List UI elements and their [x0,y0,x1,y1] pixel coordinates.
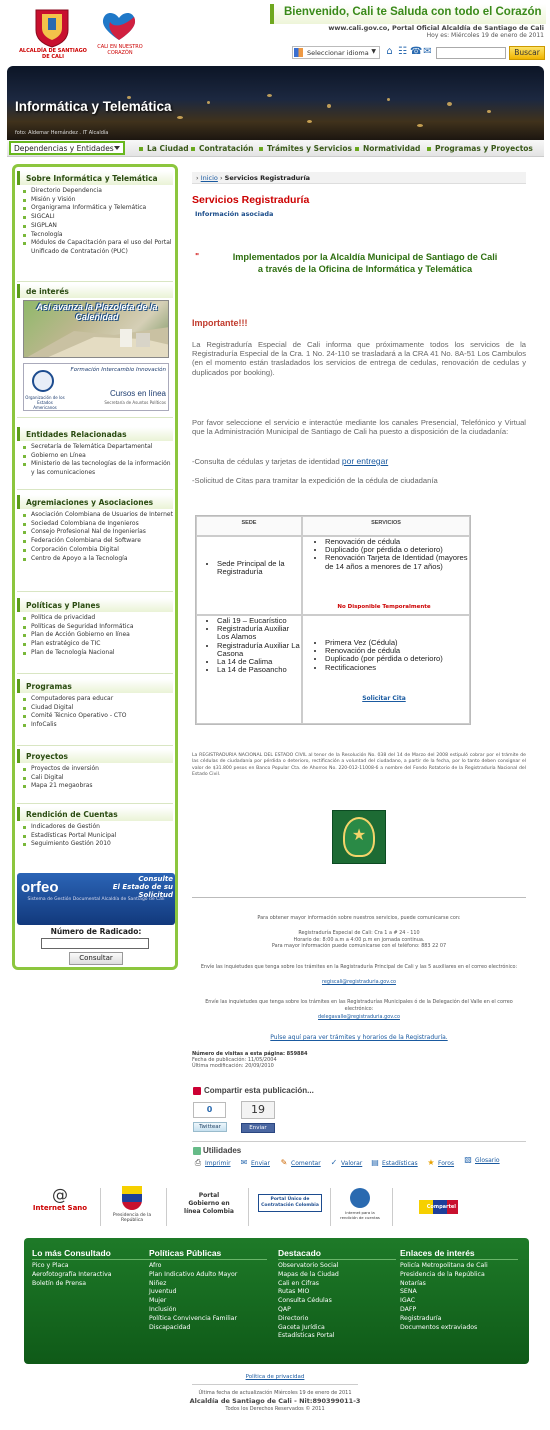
banner-photo [7,66,544,140]
footer-list [278,1262,396,1341]
rendicion-label: Internet para la rendición de cuentas [340,1210,380,1220]
sidebar-item[interactable]: Sociedad Colombiana de Ingenieros [19,520,173,529]
contact-line: Registraduría Especial de Cali: Cra 1 a # 24 - 110 [298,930,420,936]
sidebar-list [17,509,173,563]
sede-list [208,617,300,674]
canales-paragraph: Por favor seleccione el servicio e interactúe mediante los canales Presencial, Telefónico y Virtual que la Administración Municipal de Santiago de Cali ha puesto a disposición de la ciudadanía: [192,418,526,437]
valorar-link[interactable]: Valorar [341,1160,363,1167]
sidebar-item[interactable]: Tecnología [19,231,173,240]
por-entregar-link[interactable]: por entregar [341,456,389,466]
contact-line: Horario de: 8:00 a.m a 4:00 p.m en jornada continua. [293,936,425,943]
footer-link[interactable]: Notarías [400,1279,426,1287]
footer-link[interactable]: IGAC [400,1297,416,1305]
breadcrumb-current: Servicios Registraduría [224,174,311,182]
services-list [316,538,468,571]
footer-col-title: Políticas Públicas [149,1248,267,1260]
divider [17,673,173,674]
sidebar-item[interactable]: Políticas de Seguridad Informática [19,623,173,632]
nav-tramites[interactable]: Trámites y Servicios [259,144,352,153]
sede-item: • La 14 de Pasoancho [217,666,300,674]
city-light [417,124,423,127]
footer-link[interactable]: Estadísticas Portal [278,1332,335,1340]
footer-link[interactable]: Cali en Cifras [278,1279,319,1287]
sidebar-item[interactable]: Indicadores de Gestión [19,823,173,832]
divider [392,1188,393,1226]
footer-link[interactable]: Rutas MIO [278,1288,310,1296]
sidebar-section-interes [17,284,173,298]
footer-col-politicas [149,1248,267,1332]
footer-link[interactable]: QAP [278,1305,291,1313]
footer-links-panel [24,1238,529,1364]
dependencias-select[interactable] [9,141,125,155]
page-title: Servicios Registraduría [192,194,310,206]
sidebar-list [17,763,173,791]
rendicion-cuentas-logo[interactable] [336,1186,384,1228]
oas-cursos-title: Cursos en línea [109,389,166,398]
footer-list [400,1262,518,1332]
importante-label: Importante!!! [192,318,248,328]
orfeo-banner[interactable] [17,873,175,925]
service-item: • Rectificaciones [325,664,468,672]
table-header-sede: SEDE [196,516,302,536]
modification-date: Última modificación: 20/09/2010 [192,1063,274,1069]
facebook-count: 19 [241,1101,275,1119]
gobierno-en-linea-label: Portal Gobierno en línea Colombia [184,1192,234,1215]
plazoleta-photo-illustration [24,325,169,358]
rating-icon: ✓ [330,1158,338,1167]
orfeo-subtitle: Sistema de Gestión Documental Alcaldía de Santiago de Cali [27,897,165,902]
orfeo-logo: orfeo [21,879,59,896]
portal-url: www.cali.gov.co, Portal Oficial Alcaldía de Santiago de Cali [328,24,544,32]
service-item: • Renovación de cédula [325,647,468,655]
stats-icon: ▤ [371,1158,379,1167]
radicado-input[interactable] [41,938,149,949]
sidebar-item[interactable]: Módulos de Capacitación para el uso del Portal Unificado de Contratación (PUC) [19,239,173,256]
sidebar-item[interactable]: InfoCalis [19,721,173,730]
sidebar-section-title: Sobre Informática y Telemática [17,171,173,185]
glosario-link[interactable]: Glosario [475,1157,500,1164]
footer-col-enlaces [400,1248,518,1332]
sidebar-item[interactable]: Ciudad Digital [19,704,173,713]
footer-link[interactable]: Documentos extraviados [400,1323,478,1331]
sitemap-icon[interactable]: ☷ [398,46,407,57]
mail-icon[interactable]: ✉ [423,46,432,57]
twitter-count: 0 [193,1102,226,1118]
last-update-text: Última fecha de actualización Miércoles 19 de enero de 2011 [198,1390,352,1396]
footer-link[interactable]: Gaceta Jurídica [278,1323,325,1331]
sidebar-item[interactable]: Directorio Dependencia [19,187,173,196]
foros-link[interactable]: Foros [438,1160,455,1167]
divider [17,489,173,490]
alcaldia-logo-label: ALCALDÍA DE SANTIAGO DE CALI [19,48,87,60]
nav-contratacion[interactable]: Contratación [191,144,254,153]
breadcrumb-arrow-icon: › [219,174,223,182]
sidebar-item[interactable]: Misión y Visión [19,196,173,205]
oas-seal-icon [32,370,54,392]
oas-secretaria: Secretaría de Asuntos Políticos [104,400,166,405]
plazoleta-banner[interactable] [23,300,169,358]
sidebar-item[interactable]: Centro de Apoyo a la Tecnología [19,555,173,564]
page-stats [192,1051,392,1069]
divider [17,281,173,282]
footer-col-mas-consultado [32,1248,150,1288]
welcome-bar [270,4,546,24]
divider [17,591,173,592]
city-light [177,116,183,119]
footer-link[interactable]: SENA [400,1288,417,1296]
service-item: • Renovación Tarjeta de Identidad (mayores de 14 años a menores de 17 años) [325,554,468,570]
contratacion-logo[interactable] [258,1186,322,1228]
sidebar-item[interactable]: Seguimiento Gestión 2010 [19,840,173,849]
internet-sano-label: Internet Sano [32,1204,88,1212]
language-select[interactable] [292,46,380,59]
share-icon [193,1087,201,1095]
nav-programas[interactable]: Programas y Proyectos [427,144,533,153]
sede-item: • Registraduría Auxiliar La Casona [217,642,300,658]
sidebar-item[interactable]: Organigrama Informática y Telemática [19,204,173,213]
solicitar-cita-link[interactable]: Solicitar Cita [362,695,406,702]
utilidades-title: Utilidades [203,1146,242,1155]
estadisticas-link[interactable]: Estadísticas [382,1160,418,1167]
sede-item: • Registraduría Auxiliar Los Alamos [217,625,300,641]
divider [17,803,173,804]
home-icon[interactable]: ⌂ [386,46,393,57]
sidebar-section-sobre [17,171,173,257]
services-list [316,639,468,672]
footer-link[interactable]: Afro [149,1262,162,1269]
comentar-link[interactable]: Comentar [291,1160,321,1167]
main-nav [7,140,544,157]
divider [166,1188,167,1226]
sidebar-item[interactable]: Plan de Tecnología Nacional [19,649,173,658]
city-light [307,120,312,123]
tramites-horarios-link[interactable]: Pulse aquí para ver trámites y horarios de la Registraduría. [270,1034,448,1041]
internet-sano-icon: @ [52,1185,68,1204]
sede-item: • La 14 de Calima [217,658,300,666]
search-button[interactable]: Buscar [509,46,545,60]
facebook-enviar-button[interactable]: Enviar [241,1123,275,1133]
footer-link[interactable]: Presidencia de la República [400,1270,485,1278]
sidebar-section-proyectos [17,749,173,791]
header-icons [384,46,432,59]
footer-link[interactable]: Niñez [149,1279,167,1287]
divider [100,1188,101,1226]
sidebar-list [17,612,173,658]
language-select-label: Seleccionar idioma [307,49,369,57]
politica-privacidad-link[interactable]: Política de privacidad [245,1374,305,1380]
visit-count-label: Número de visitas a esta página: [192,1051,286,1057]
footer-link[interactable]: Juventud [149,1288,177,1296]
divider [17,745,173,746]
traslado-paragraph: La Registraduría Especial de Cali informa que próximamente todos los servicios de la Registraduría Especial de la Cra. 1 No. 24-110 se trasladará a la CRA 41 No. 8A-51 Los Cambulos (en el momento están trasladados los servicios de entrega de cedulas, renovación de cedulas y duplicados por booking). [192,340,526,377]
oas-tagline: Formación Intercambio Innovación [70,367,166,373]
internet-sano-logo[interactable] [32,1186,88,1228]
solicitud-citas-line: -Solicitud de Citas para tramitar la expedición de la cédula de ciudadanía [192,476,438,485]
footer-link[interactable]: Consulta Cédulas [278,1297,332,1305]
alcaldia-nit-text: Alcaldía de Santiago de Cali - Nit:890399011-3 [189,1397,361,1405]
oas-label: Organización de los Estados Americanos [25,395,65,410]
sidebar-item[interactable]: Política de privacidad [19,614,173,623]
city-light [327,104,331,108]
no-disponible-note: No Disponible Temporalmente [337,604,431,610]
comment-icon: ✎ [280,1158,288,1167]
star-icon: ★ [351,825,367,844]
footer-link[interactable]: Policía Metropolitana de Cali [400,1262,488,1269]
alcaldia-shield-logo[interactable] [30,8,74,48]
compartir-title: Compartir esta publicación... [204,1086,314,1095]
imprimir-link[interactable]: Imprimir [205,1160,231,1167]
colombia-shield-icon [122,1186,142,1210]
search-input[interactable] [436,47,506,59]
sidebar-section-title: Entidades Relacionadas [17,427,173,441]
footer-link[interactable]: Pico y Placa [32,1262,69,1269]
sidebar-section-rendicion [17,807,173,849]
city-light [267,94,272,97]
sidebar-item[interactable]: Gobierno en Línea [19,452,173,461]
city-light [387,98,390,101]
breadcrumb-home[interactable]: Inicio [200,174,218,182]
footer-link[interactable]: Mujer [149,1297,167,1305]
sidebar-item[interactable]: Consejo Profesional Nal de Ingenierías [19,528,173,537]
footer-link[interactable]: Registraduría [400,1314,442,1322]
phone-icon[interactable]: ☎ [410,46,423,57]
envie-municipales-text: Envíe las inquietudes que tenga sobre los trámites en las Registradurías Municipales ó de la Delegación del Valle en el correo electrónico: [205,999,513,1012]
presidencia-label: Presidencia de la República [112,1213,152,1223]
divider [192,897,526,898]
dropdown-arrow-icon: ▼ [371,48,376,55]
footer-link[interactable]: Política Convivencia Familiar [149,1314,238,1322]
resolution-note: La REGISTRADURIA NACIONAL DEL ESTADO CIVIL al tenor de la Resolución No. 038 del 14 de Marzo del 2008 estipuló cobrar por el trámite de las cédulas de ciudadanía por pérdida o deterioro, rectificación a voluntad del ciudadano, a partir de la fecha, por lo tanto deben consignar el valor de $31.800 pesos en Banco Popular Cta. de Ahorros No. 220-012-11008-6 a nombre del Fondo Rotatorio de la Registraduría Nacional del Estado Civil. [192,753,526,777]
sidebar-section-title: Proyectos [17,749,173,763]
tools-icon [193,1147,201,1155]
footer-link[interactable]: Aerofotografía Interactiva [32,1270,112,1278]
nav-normatividad[interactable]: Normatividad [355,144,420,153]
contact-details [192,930,526,950]
city-light [487,110,491,113]
copyright-text: Todos los Derechos Reservados © 2011 [225,1406,325,1412]
sidebar-section-title: Programas [17,679,173,693]
divider [330,1188,331,1226]
compartel-logo[interactable] [402,1186,458,1228]
informacion-asociada-link[interactable]: Información asociada [195,210,274,218]
sidebar-section-title: Agremiaciones y Asociaciones [17,495,173,509]
section-heading [205,252,525,275]
breadcrumb [192,172,526,184]
gobierno-en-linea-logo[interactable] [184,1186,234,1228]
sidebar-item[interactable]: Cali Digital [19,774,173,783]
sidebar-item[interactable]: Comité Técnico Operativo - CTO [19,712,173,721]
orfeo-slogan: Consulte [138,875,173,883]
footer-col-title: Lo más Consultado [32,1248,150,1260]
services-table [195,515,471,725]
banner-title: Informática y Telemática [15,99,172,114]
service-item: • Renovación de cédula [325,538,468,546]
footer-col-title: Enlaces de interés [400,1248,518,1260]
divider [192,1384,358,1385]
footer-link[interactable]: DAFP [400,1305,417,1313]
heading-line: Implementados por la Alcaldía Municipal de Santiago de Cali [232,252,498,262]
heart-logo-label: CALI EN NUESTRO CORAZÓN [97,44,143,56]
sidebar-section-politicas [17,598,173,658]
sidebar-item[interactable]: Computadores para educar [19,695,173,704]
sidebar-list [17,185,173,257]
footer-link[interactable]: Inclusión [149,1305,177,1313]
sidebar-list [17,821,173,849]
sidebar-section-agremiaciones [17,495,173,563]
contact-line: Para mayor información puede comunicarse con el teléfono: 883 22 07 [271,943,447,949]
footer-link[interactable]: Discapacidad [149,1323,191,1331]
sidebar-section-programas [17,679,173,730]
sede-item: • Cali 19 – Eucarístico [217,617,300,625]
sidebar-item[interactable]: Federación Colombiana del Software [19,537,173,546]
footer-link[interactable]: Observatorio Social [278,1262,339,1269]
rendicion-globe-icon [350,1188,370,1208]
regiscali-email-link[interactable]: regiscali@registraduria.gov.co [321,979,397,985]
service-item: • Duplicado (por pérdida o deterioro) [325,655,468,663]
sidebar-item[interactable]: Plan estratégico de TIC [19,640,173,649]
sidebar-item[interactable]: Plan de Acción Gobierno en línea [19,631,173,640]
mail-icon: ✉ [240,1158,248,1167]
sidebar-item[interactable]: Estadísticas Portal Municipal [19,832,173,841]
seal-shield [343,817,375,857]
enviar-link[interactable]: Enviar [251,1160,270,1167]
sidebar-item[interactable]: Proyectos de inversión [19,765,173,774]
footer-link[interactable]: Mapas de la Ciudad [278,1270,339,1278]
sidebar-item[interactable]: Asociación Colombiana de Usuarios de Internet [19,511,173,520]
visit-count-value: 859884 [286,1051,308,1057]
city-light [207,101,210,104]
footer-col-destacado [278,1248,396,1341]
contact-intro: Para obtener mayor información sobre nuestros servicios, puede comunicarse con: [257,915,461,921]
sidebar [12,164,178,970]
compartel-label: Compartel Colombia [402,1200,458,1214]
sidebar-section-title: de interés [17,284,173,298]
sidebar-item[interactable]: Corporación Colombia Digital [19,546,173,555]
star-icon: ★ [427,1158,435,1167]
divider [192,1141,526,1142]
sidebar-section-entidades [17,427,173,478]
sidebar-list [17,441,173,478]
footer-link[interactable]: Directorio [278,1314,309,1322]
sidebar-list [17,693,173,730]
consulta-cedulas-text: -Consulta de cédulas y tarjetas de identidad [192,457,340,466]
glossary-icon: ▧ [464,1155,472,1164]
banner-credit: foto: Aldemar Hernández . IT Alcaldía [15,130,109,136]
chevron-down-icon [114,146,120,150]
sede-list [208,560,298,576]
footer-list [149,1262,267,1332]
delegavalle-email-link[interactable]: delegavalle@registraduria.gov.co [318,1014,400,1020]
footer-link[interactable]: Boletín de Prensa [32,1279,87,1287]
quote-mark: " [195,252,200,261]
envie-principal-text: Envíe las inquietudes que tenga sobre los trámites en la Registraduría Principal de Cali y las 5 auxiliares en el correo electrónico: [200,964,518,970]
consulta-cedulas-line [192,456,388,466]
nav-la-ciudad[interactable]: La Ciudad [139,144,189,153]
presidencia-logo[interactable] [104,1186,160,1228]
footer-list [32,1262,150,1288]
publication-date: Fecha de publicación: 11/05/2004 [192,1057,277,1063]
divider [17,417,173,418]
oas-cursos-banner[interactable] [23,363,169,411]
welcome-text: Bienvenido, Cali te Saluda con todo el Corazón [284,6,542,18]
sidebar-item[interactable]: Ministerio de las tecnologías de la información y las comunicaciones [19,460,173,477]
sidebar-item[interactable]: Secretaría de Telemática Departamental [19,443,173,452]
twittear-button[interactable]: Twittear [193,1122,227,1132]
contratacion-label: Portal Único de Contratación Colombia [258,1194,322,1212]
sidebar-section-title: Rendición de Cuentas [17,807,173,821]
footer-link[interactable]: Plan Indicativo Adulto Mayor [149,1270,238,1278]
sidebar-item[interactable]: Mapa 21 megaobras [19,782,173,791]
sidebar-section-title: Políticas y Planes [17,598,173,612]
service-item: • Duplicado (por pérdida o deterioro) [325,546,468,554]
divider [248,1188,249,1226]
heading-line: a través de la Oficina de Informática y Telemática [257,263,473,274]
sidebar-item[interactable]: SIGPLAN [19,222,173,231]
heart-logo[interactable] [100,10,138,42]
footer-col-title: Destacado [278,1248,396,1260]
translate-icon [294,48,303,57]
print-icon: ⎙ [194,1158,202,1167]
breadcrumb-arrow-icon: › [196,174,199,182]
city-light [447,102,452,106]
sidebar-item[interactable]: SIGCALI [19,213,173,222]
header [0,0,550,66]
dependencias-select-label: Dependencias y Entidades [14,144,114,153]
table-header-servicios: SERVICIOS [302,516,470,536]
plazoleta-banner-text: Así avanza la Plazoleta de la Caleñidad [36,302,158,322]
police-seal-icon [332,810,386,864]
radicado-label: Número de Radicado: [50,927,142,936]
sede-item: • Sede Principal de la Registraduría [217,560,298,576]
today-date: Hoy es: Miércoles 19 de enero de 2011 [426,32,544,39]
service-item: • Primera Vez (Cédula) [325,639,468,647]
consultar-button[interactable]: Consultar [69,952,123,965]
orfeo-slogan: El Estado de su Solicitud [112,883,173,899]
